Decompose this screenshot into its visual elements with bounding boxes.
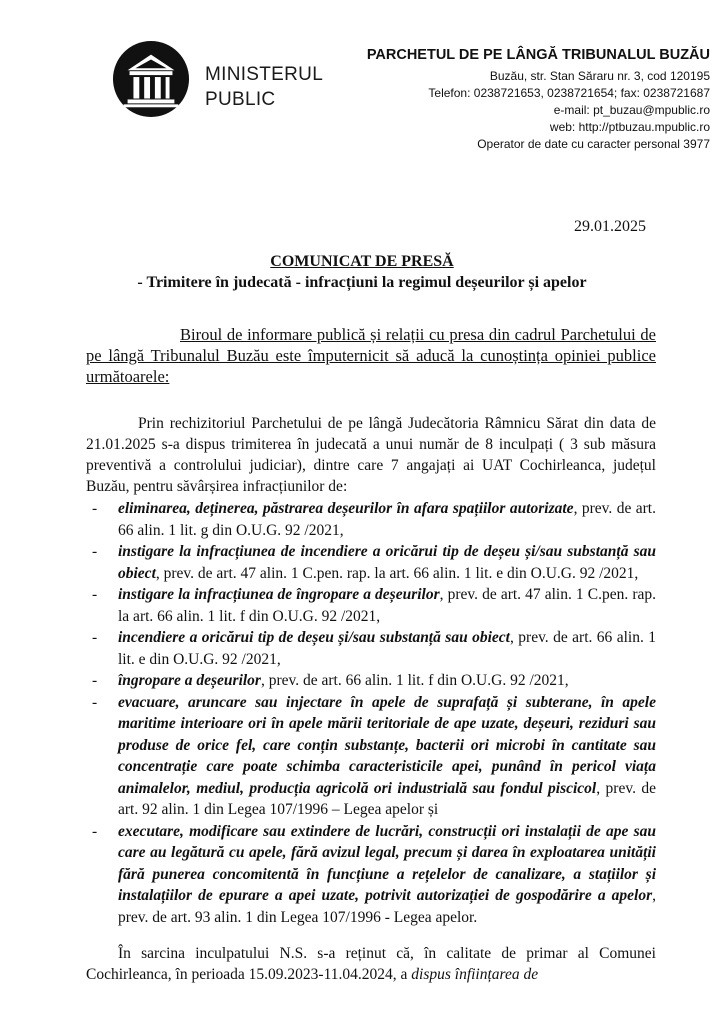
charge-legal-basis: , prev. de art. 93 alin. 1 din Legea 107/1996 - Legea apelor. xyxy=(118,887,656,926)
institution-address: Buzău, str. Stan Săraru nr. 3, cod 120195 xyxy=(489,69,710,83)
charge-legal-basis: , prev. de art. 47 alin. 1 C.pen. rap. la art. 66 alin. 1 lit. e din O.U.G. 92 /2021, xyxy=(155,564,639,582)
charge-name: îngropare a deșeurilor xyxy=(118,672,261,689)
charge-item: - eliminarea, deținerea, păstrarea deșeurilor în afara spațiilor autorizate, prev. de art. 66 alin. 1 lit. g din O.U.G. 92 /2021, xyxy=(92,500,656,539)
paragraph-2 xyxy=(86,943,656,985)
intro-paragraph: Biroul de informare publică și relații cu presa din cadrul Parchetului de pe lângă Tribunalul Buzău este împuternicit să aducă la cunoștința opiniei publice următoarele: xyxy=(86,325,656,386)
charge-item: - executare, modificare sau extindere de lucrări, construcții ori instalații de ape sau care au legătură cu apele, fără avizul legal, precum și darea în exploatarea unității fără punerea concomitentă în funcțiune a rețelelor de canalizare, a stațiilor și instalațiilor de epurare a apei uzate, potrivit autorizației de gospodărire a apelor, prev. de art. 93 alin. 1 din Legea 107/1996 - Legea apelor. xyxy=(92,822,656,926)
paragraph-1: Prin rechizitoriul Parchetului de pe lângă Judecătoria Râmnicu Sărat din data de 21.01.2025 s-a dispus trimiterea în judecată a unui număr de 8 inculpați ( 3 sub măsura preventivă a controlului judiciar), dintre care 7 angajați ai UAT Cochirleanca, județul Buzău, pentru săvârșirea infracțiunilor de: xyxy=(86,415,656,495)
charge-legal-basis: , prev. de art. 66 alin. 1 lit. f din O.U.G. 92 /2021, xyxy=(260,672,569,689)
charge-name: incendiere a oricărui tip de deșeu și/sau substanță sau obiect xyxy=(118,629,510,646)
ministry-name xyxy=(205,62,323,112)
charge-item: - instigare la infracțiunea de îngropare a deșeurilor, prev. de art. 47 alin. 1 C.pen. rap. la art. 66 alin. 1 lit. f din O.U.G. 92 /2021, xyxy=(92,586,656,625)
charge-item: - evacuare, aruncare sau injectare în apele de suprafață și subterane, în apele maritime interioare ori în apele mării teritoriale de ape uzate, deșeuri, reziduri sau produse de orice fel, care conțin substanțe, bacterii ori microbi în cantitate sau concentrație care poate schimba caracteristicile apei, punând în pericol viața animalelor, mediul, producția agricolă ori industrială sau fondul piscicol, prev. de art. 92 alin. 1 din Legea 107/1996 – Legea apelor și xyxy=(92,693,656,818)
charge-name: eliminarea, deținerea, păstrarea deșeurilor în afara spațiilor autorizate xyxy=(118,500,574,517)
document-subtitle: - Trimitere în judecată - infracțiuni la regimul deșeurilor și apelor xyxy=(137,274,587,291)
charge-legal-basis: , prev. de art. 92 alin. 1 din Legea 107/1996 – Legea apelor și xyxy=(118,779,656,818)
institution-email: e-mail: pt_buzau@mpublic.ro xyxy=(553,103,710,117)
charges-list xyxy=(86,498,656,928)
charge-item: - instigare la infracțiunea de incendiere a oricărui tip de deșeu și/sau substanță sau obiect, prev. de art. 47 alin. 1 C.pen. rap. la art. 66 alin. 1 lit. e din O.U.G. 92 /2021, xyxy=(92,543,656,582)
institution-block xyxy=(330,46,710,153)
institution-phone: Telefon: 0238721653, 0238721654; fax: 0238721687 xyxy=(428,86,710,100)
charge-legal-basis: , prev. de art. 47 alin. 1 C.pen. rap. la art. 66 alin. 1 lit. f din O.U.G. 92 /2021, xyxy=(118,586,656,625)
institution-operator: Operator de date cu caracter personal 3977 xyxy=(477,137,710,151)
charge-legal-basis: , prev. de art. 66 alin. 1 lit. g din O.U.G. 92 /2021, xyxy=(118,500,656,539)
charge-name: executare, modificare sau extindere de lucrări, construcții ori instalații de ape sau care au legătură cu apele, fără avizul legal, precum și darea în exploatarea unității fără punerea concomitentă în funcțiune a rețelelor de canalizare, a stațiilor și instalațiilor de epurare a apei uzate, potrivit autorizației de gospodărire a apelor xyxy=(118,822,656,904)
charge-name: evacuare, aruncare sau injectare în apele de suprafață și subterane, în apele maritime interioare ori în apele mării teritoriale de ape uzate, deșeuri, reziduri sau produse de orice fel, care conțin substanțe, bacterii ori microbi în cantitate sau concentrație care poate schimba caracteristicile apei, punând în pericol viața animalelor, mediul, producția agricolă ori industrială sau fondul piscicol xyxy=(118,693,656,797)
document-date: 29.01.2025 xyxy=(574,218,646,235)
charge-item: - îngropare a deșeurilor, prev. de art. 66 alin. 1 lit. f din O.U.G. 92 /2021, xyxy=(92,672,569,689)
paragraph-2-text: În sarcina inculpatului N.S. s-a reținut că, în calitate de primar al Comunei Cochirleanca, în perioada 15.09.2023-11.04.2024, a xyxy=(86,945,656,983)
institution-web: web: http://ptbuzau.mpublic.ro xyxy=(549,120,710,134)
ministerul-public-logo xyxy=(112,40,190,118)
ministry-line1: MINISTERUL xyxy=(205,64,324,85)
charge-item: - incendiere a oricărui tip de deșeu și/sau substanță sau obiect, prev. de art. 66 alin. 1 lit. e din O.U.G. 92 /2021, xyxy=(92,629,656,668)
paragraph-2-italic: dispus înființarea de xyxy=(411,966,539,983)
charge-legal-basis: , prev. de art. 66 alin. 1 lit. e din O.U.G. 92 /2021, xyxy=(118,629,656,668)
ministry-line2: PUBLIC xyxy=(205,89,276,110)
charge-name: instigare la infracțiunea de incendiere a oricărui tip de deșeu și/sau substanță sau obiect xyxy=(118,543,656,582)
charge-name: instigare la infracțiunea de îngropare a deșeurilor xyxy=(118,586,440,603)
document-title: COMUNICAT DE PRESĂ xyxy=(270,253,454,270)
institution-name: PARCHETUL DE PE LÂNGĂ TRIBUNALUL BUZĂU xyxy=(366,47,710,63)
